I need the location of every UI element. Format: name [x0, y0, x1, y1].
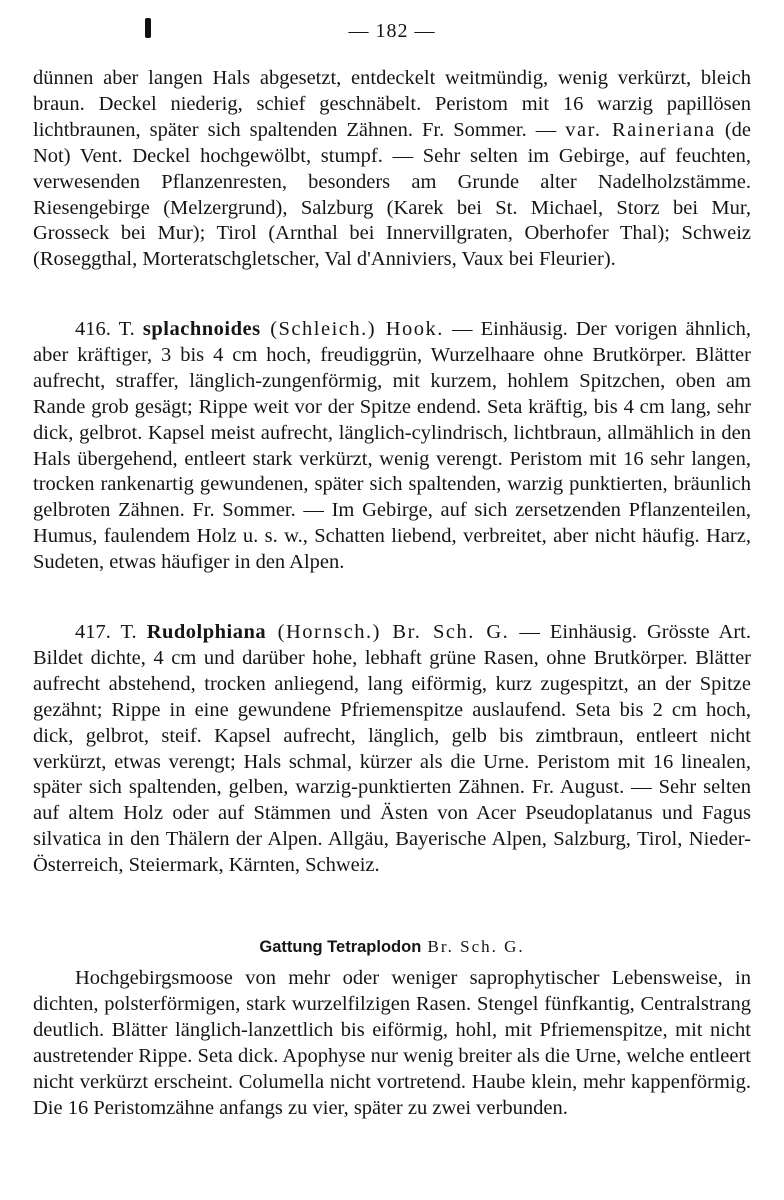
species-entry-416: [33, 317, 751, 576]
entry-417-text: — Einhäusig. Grösste Art. Bildet dichte, 4 cm und darüber hohe, lebhaft grüne Rasen, ohne Brutkörper. Blätter aufrecht abstehend, trocken anliegend, lang eiförmig, kurz zugespitzt, an der Spitze gezähnt; Rippe in eine gewundene Pfriemenspitze auslaufend. Seta bis 2 cm hoch, dick, gelbrot, steif. Kapsel aufrecht, länglich, gelb bis zimtbraun, entleert nicht verkürzt, etwas verengt; Hals schmal, kürzer als die Urne. Peristom mit 16 linealen, später sich spaltenden, gelben, warzig-punktierten Zähnen. Fr. August. — Sehr selten auf altem Holz oder auf Stämmen und Ästen von Acer Pseudoplatanus und Fagus silvatica in den Thälern der Alpen. Allgäu, Bayerische Alpen, Salzburg, Tirol, Nieder-Österreich, Steiermark, Kärnten, Schweiz.: [33, 621, 751, 877]
entry-416-name: splachnoides: [142, 318, 261, 340]
continuation-paragraph: [33, 66, 751, 273]
entry-417-author: (Hornsch.) Br. Sch. G.: [266, 621, 510, 643]
species-entry-417: [33, 620, 751, 879]
entry-416-author: (Schleich.) Hook.: [260, 318, 444, 340]
entry-416-number: 416. T.: [75, 318, 143, 340]
genus-author: Br. Sch. G.: [421, 937, 525, 956]
genus-title: Gattung Tetraplodon: [259, 938, 422, 956]
variety-name: var. Raineriana: [565, 118, 716, 141]
genus-heading: [33, 937, 751, 957]
entry-417-number: 417. T.: [75, 621, 147, 643]
page-number: — 182 —: [348, 20, 436, 42]
genus-description: [33, 966, 751, 1121]
entry-416-text: — Einhäusig. Der vorigen ähnlich, aber kräftiger, 3 bis 4 cm hoch, freudiggrün, Wurzelhaare ohne Brutkörper. Blätter aufrecht, straffer, länglich-zungenförmig, mit kurzem, hohlem Spitzchen, oben am Rande grob gesägt; Rippe weit vor der Spitze endend. Seta kräftig, bis 4 cm lang, sehr dick, gelbrot. Kapsel meist aufrecht, länglich-cylindrisch, lichtbraun, allmählich in den Hals übergehend, entleert stark verkürzt, wenig verengt. Peristom mit 16 sehr langen, trocken rankenartig gewundenen, später sich spaltenden, warzig punktierten, bräunlich gelbroten Zähnen. Fr. Sommer. — Im Gebirge, auf sich zersetzenden Pflanzenteilen, Humus, faulendem Holz u. s. w., Schatten liebend, verbreitet, aber nicht häufig. Harz, Sudeten, etwas häufiger in den Alpen.: [33, 318, 751, 574]
genus-text: Hochgebirgsmoose von mehr oder weniger saprophytischer Lebensweise, in dichten, polsterförmigen, stark wurzelfilzigen Rasen. Stengel fünfkantig, Centralstrang deutlich. Blätter länglich-lanzettlich bis eiförmig, hohl, mit Pfriemenspitze, mit nicht austretender Rippe. Seta dick. Apophyse nur wenig breiter als die Urne, welche entleert nicht verkürzt erscheint. Columella nicht vortretend. Haube klein, mehr kappenförmig. Die 16 Peristomzähne anfangs zu vier, später zu zwei verbunden.: [33, 967, 751, 1119]
continuation-text-2: (de Not) Vent. Deckel hochgewölbt, stumpf. — Sehr selten im Gebirge, auf feuchten, verwesenden Pflanzenresten, besonders am Grunde alter Nadelholzstämme. Riesengebirge (Melzergrund), Salzburg (Karek bei St. Michael, Storz bei Mur, Grosseck bei Mur); Tirol (Arnthal bei Innervillgraten, Oberhofer Thal); Schweiz (Roseggthal, Morteratschgletscher, Val d'Anniviers, Vaux bei Fleurier).: [33, 118, 751, 271]
continuation-text-1: dünnen aber langen Hals abgesetzt, entdeckelt weitmündig, wenig verkürzt, bleich braun. Deckel niederig, schief geschnäbelt. Peristom mit 16 warzig papillösen lichtbraunen, später sich spaltenden Zähnen. Fr. Sommer. —: [33, 67, 751, 141]
book-page: [33, 0, 751, 1200]
entry-417-name: Rudolphiana: [146, 621, 267, 643]
